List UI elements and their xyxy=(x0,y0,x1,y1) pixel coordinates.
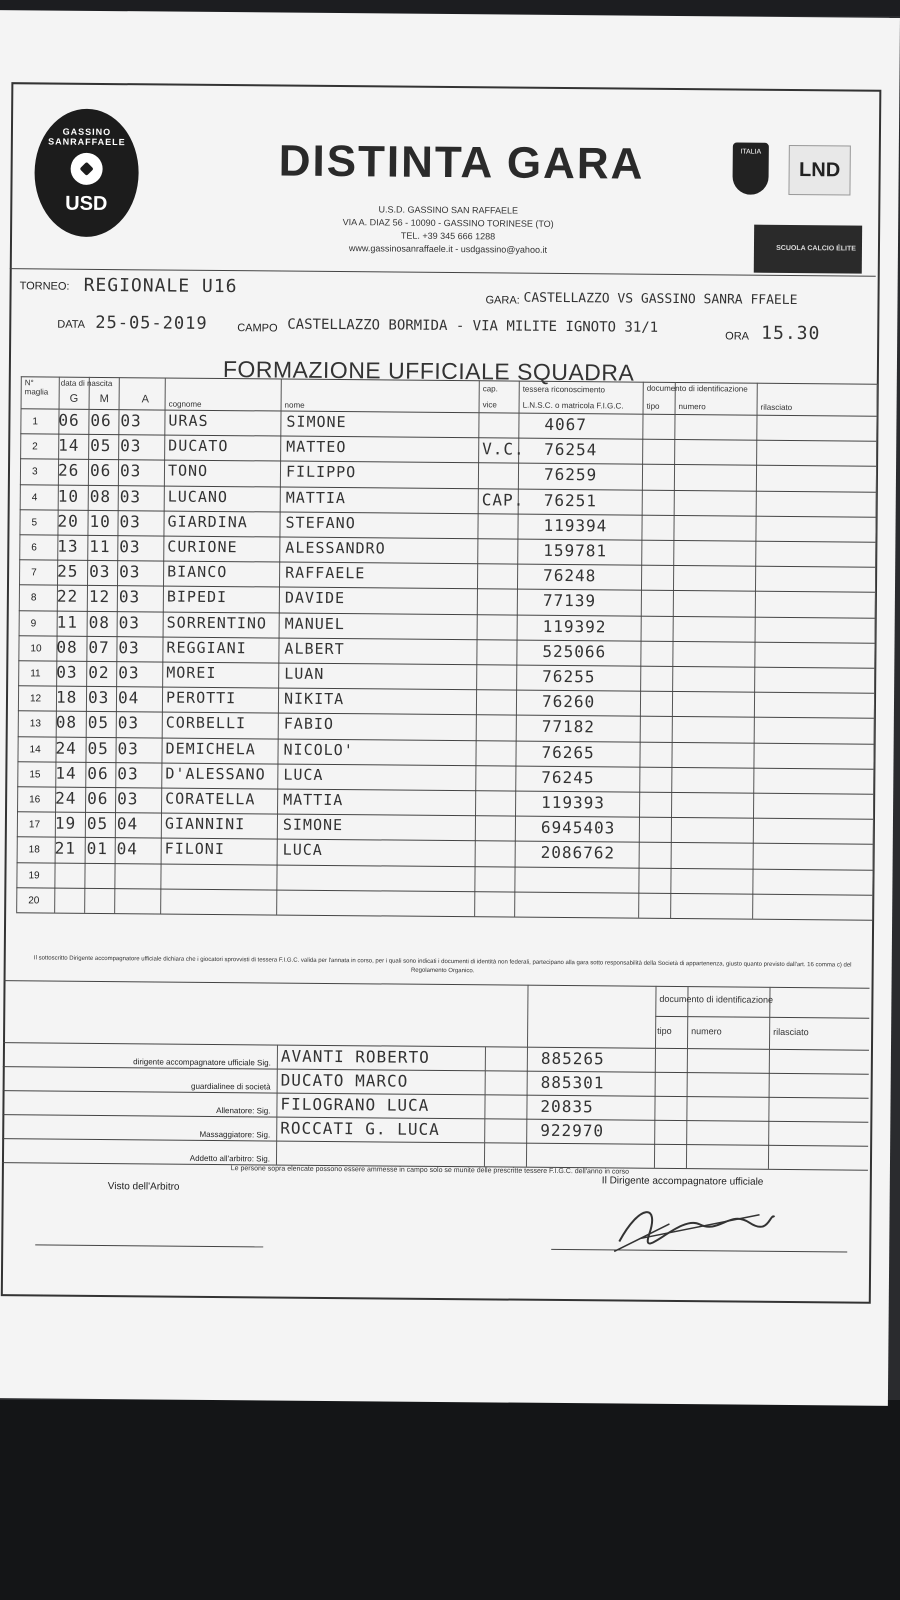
header-g: G xyxy=(69,392,79,405)
staff-role: Allenatore: Sig. xyxy=(216,1106,271,1116)
player-cognome: GIANNINI xyxy=(164,814,246,834)
header-cap: cap. xyxy=(482,384,498,394)
player-cap: V.C. xyxy=(482,439,525,459)
player-a: 03 xyxy=(118,587,141,607)
player-cap: CAP. xyxy=(481,489,525,510)
player-n: 11 xyxy=(30,668,41,680)
staff-name: AVANTI ROBERTO xyxy=(280,1046,430,1067)
player-m: 03 xyxy=(87,688,110,708)
player-nome: SIMONE xyxy=(286,412,347,432)
player-m: 06 xyxy=(87,763,109,783)
player-n: 16 xyxy=(29,794,41,806)
player-g: 21 xyxy=(54,838,77,859)
player-nome: LUCA xyxy=(282,840,323,860)
player-cognome: BIANCO xyxy=(167,562,228,582)
player-m: 11 xyxy=(89,536,111,557)
player-m: 01 xyxy=(86,839,109,859)
declaration-text: Il sottoscritto Dirigente accompagnatore ufficiale dichiara che i giocatori sprovvisti di tessera F.I.G.C. valida per l'annata in corso, per i quali sono indicati i documenti di identità non federali, partecipano alla gara sotto responsabilità della Società di appartenenza, giusto quanto previsto dall'art. 16 comma c) del Regolamento Organico. xyxy=(33,955,852,975)
player-tessera: 76265 xyxy=(541,742,595,762)
player-tessera: 76251 xyxy=(543,490,598,510)
player-n: 3 xyxy=(31,466,38,478)
player-tessera: 119394 xyxy=(543,515,608,536)
player-a: 03 xyxy=(119,511,141,532)
data-label: DATA xyxy=(57,318,86,331)
ora-value: 15.30 xyxy=(761,322,821,345)
player-n: 12 xyxy=(29,693,42,705)
player-a: 03 xyxy=(119,486,142,506)
player-a: 03 xyxy=(118,637,140,658)
player-tessera: 2086762 xyxy=(540,843,616,863)
player-a: 03 xyxy=(119,537,141,557)
staff-name-col xyxy=(276,1141,277,1165)
player-a: 03 xyxy=(117,763,139,784)
staff-tessera: 20835 xyxy=(540,1096,594,1117)
staff-name-col-end xyxy=(484,1118,485,1142)
club-phone: TEL. +39 345 666 1288 xyxy=(400,230,496,242)
document-title: DISTINTA GARA xyxy=(278,136,645,189)
player-a: 03 xyxy=(120,436,142,456)
header-tessera2: L.N.S.C. o matricola F.I.G.C. xyxy=(522,400,624,411)
player-m: 02 xyxy=(88,662,110,683)
staff-name-col xyxy=(276,1093,277,1117)
player-tessera: 76245 xyxy=(541,767,595,788)
gara-value: CASTELLAZZO VS GASSINO SANRA FFAELE xyxy=(523,290,798,309)
player-g: 24 xyxy=(55,788,77,808)
data-value: 25-05-2019 xyxy=(95,312,208,334)
staff-role: Massaggiatore: Sig. xyxy=(199,1129,271,1140)
header-vice: vice xyxy=(482,400,497,410)
player-cognome: BIPEDI xyxy=(166,587,228,607)
staff-tessera: 885265 xyxy=(540,1048,605,1069)
header-tessera1: tessera riconoscimento xyxy=(522,384,606,395)
player-cognome: FILONI xyxy=(164,839,225,859)
player-a: 04 xyxy=(117,688,140,708)
player-nome: FILIPPO xyxy=(285,462,357,482)
staff-role: guardialinee di società xyxy=(190,1081,271,1092)
staff-role: dirigente accompagnatore ufficiale Sig. xyxy=(133,1057,271,1068)
player-g: 25 xyxy=(57,561,79,581)
player-a: 04 xyxy=(116,839,139,859)
player-m: 03 xyxy=(89,562,111,582)
player-nome: LUAN xyxy=(284,664,325,683)
player-tessera: 77182 xyxy=(541,717,596,737)
player-a: 03 xyxy=(118,612,141,632)
gara-label: GARA: xyxy=(485,294,520,307)
visto-arbitro-label: Visto dell'Arbitro xyxy=(107,1181,180,1193)
player-n: 20 xyxy=(28,895,40,907)
player-cognome: CORBELLI xyxy=(165,713,247,733)
player-cognome: GIARDINA xyxy=(167,512,248,532)
player-cognome: URAS xyxy=(168,411,209,430)
player-tessera: 76254 xyxy=(544,440,598,460)
ora-label: ORA xyxy=(725,330,750,343)
player-cognome: DUCATO xyxy=(168,436,229,456)
player-a: 03 xyxy=(120,411,142,431)
player-m: 05 xyxy=(90,436,112,456)
header-nascita: data di nascita xyxy=(60,378,113,389)
staff-doc-tipo: tipo xyxy=(657,1025,672,1036)
player-m: 06 xyxy=(87,788,109,809)
header-a: A xyxy=(141,393,150,406)
player-nome: RAFFAELE xyxy=(285,563,366,583)
player-cognome: PEROTTI xyxy=(165,688,237,708)
player-n: 8 xyxy=(30,592,37,604)
player-g: 08 xyxy=(55,712,78,733)
player-nome: ALESSANDRO xyxy=(285,538,386,558)
player-g: 08 xyxy=(56,637,78,657)
player-g: 26 xyxy=(57,460,80,481)
player-tessera: 119393 xyxy=(541,792,606,813)
player-tessera: 525066 xyxy=(542,641,607,662)
player-m: 08 xyxy=(89,486,112,506)
player-g: 24 xyxy=(55,738,77,758)
player-a: 03 xyxy=(117,713,140,733)
player-g: 13 xyxy=(57,536,79,556)
player-nome: MATTIA xyxy=(285,488,347,507)
player-tessera: 76248 xyxy=(543,566,597,586)
player-nome: MATTIA xyxy=(283,790,344,810)
header-numero: numero xyxy=(678,402,706,412)
staff-name-col-end xyxy=(485,1046,486,1070)
staff-doc-title: documento di identificazione xyxy=(659,993,774,1005)
player-cognome: D'ALESSANO xyxy=(165,764,266,784)
player-n: 13 xyxy=(29,718,41,730)
staff-name-col xyxy=(277,1069,278,1093)
staff-name-col-end xyxy=(484,1094,485,1118)
player-tessera: 119392 xyxy=(542,616,607,636)
player-g: 10 xyxy=(57,486,80,506)
player-g: 20 xyxy=(57,511,79,531)
figc-crest-icon xyxy=(732,142,768,194)
scuola-calcio-elite-badge: SCUOLA CALCIO ÉLITE xyxy=(754,225,862,274)
player-n: 19 xyxy=(28,869,40,882)
player-n: 6 xyxy=(31,542,37,554)
player-nome: NICOLO' xyxy=(283,740,354,759)
player-n: 15 xyxy=(29,769,41,781)
player-tessera: 159781 xyxy=(543,540,608,561)
player-tessera: 6945403 xyxy=(540,818,616,838)
header-tipo: tipo xyxy=(646,401,660,411)
player-tessera: 77139 xyxy=(542,591,597,611)
player-cognome: CURIONE xyxy=(167,537,238,557)
player-a: 03 xyxy=(117,789,139,809)
club-name: U.S.D. GASSINO SAN RAFFAELE xyxy=(378,204,519,216)
player-m: 08 xyxy=(88,612,111,632)
club-info xyxy=(308,203,588,257)
player-cognome: LUCANO xyxy=(167,487,229,506)
player-nome: ALBERT xyxy=(284,639,345,658)
player-m: 06 xyxy=(90,410,112,431)
logo-usd: USD xyxy=(65,192,108,216)
player-g: 22 xyxy=(56,586,79,607)
player-g: 11 xyxy=(56,612,79,632)
player-cognome: DEMICHELA xyxy=(165,739,256,758)
player-m: 05 xyxy=(86,814,109,834)
player-a: 03 xyxy=(117,738,139,758)
torneo-value: REGIONALE U16 xyxy=(83,274,238,298)
player-cognome: SORRENTINO xyxy=(166,613,268,633)
header-m: M xyxy=(99,392,109,406)
player-cognome: REGGIANI xyxy=(166,638,247,658)
staff-name-col-end xyxy=(484,1142,485,1166)
crest-label: ITALIA xyxy=(740,148,762,156)
staff-name: FILOGRANO LUCA xyxy=(280,1094,430,1115)
header-rilasciato: rilasciato xyxy=(760,402,793,413)
footer-note: Le persone sopra elencate possono essere ammesse in campo solo se munite delle prescritte tessere F.I.G.C. dell'anno in corso xyxy=(230,1165,630,1176)
player-nome: FABIO xyxy=(283,714,335,734)
staff-role: Addetto all'arbitro: Sig. xyxy=(189,1153,271,1164)
campo-value: CASTELLAZZO BORMIDA - VIA MILITE IGNOTO 31/1 xyxy=(287,316,659,336)
logo-name: GASSINO SANRAFFAELE xyxy=(48,126,126,148)
lnd-logo: LND xyxy=(788,145,850,196)
player-nome: MATTEO xyxy=(286,437,347,457)
player-cognome: TONO xyxy=(167,461,209,481)
staff-name-col xyxy=(277,1045,278,1069)
player-n: 18 xyxy=(28,844,40,856)
player-a: 04 xyxy=(116,814,139,834)
player-m: 06 xyxy=(89,461,112,481)
player-tessera: 4067 xyxy=(544,414,588,435)
dirigente-signature-label: Il Dirigente accompagnatore ufficiale xyxy=(601,1175,764,1188)
player-m: 10 xyxy=(89,511,111,531)
player-g: 06 xyxy=(58,410,80,430)
player-n: 5 xyxy=(31,517,38,529)
campo-label: CAMPO xyxy=(237,322,278,335)
player-tessera: 76260 xyxy=(541,692,596,712)
section-title: FORMAZIONE UFFICIALE SQUADRA xyxy=(222,356,635,386)
document-sheet xyxy=(0,10,900,1406)
player-tessera: 76255 xyxy=(542,666,596,687)
header-cognome: cognome xyxy=(168,399,202,409)
player-n: 2 xyxy=(32,441,38,453)
player-g: 03 xyxy=(56,662,78,682)
player-a: 03 xyxy=(119,461,142,481)
staff-name-col-end xyxy=(485,1070,486,1094)
player-cognome: CORATELLA xyxy=(165,789,256,809)
player-n: 7 xyxy=(31,567,37,579)
handwritten-signature xyxy=(609,1193,780,1256)
player-nome: NIKITA xyxy=(283,689,345,709)
player-g: 18 xyxy=(55,687,78,707)
football-icon xyxy=(70,153,102,185)
header-nome: nome xyxy=(284,400,305,410)
header-documento: documento di identificazione xyxy=(646,383,748,394)
header-maglia: N° maglia xyxy=(24,378,49,397)
player-g: 14 xyxy=(58,435,80,455)
staff-doc-numero: numero xyxy=(691,1026,722,1037)
player-tessera: 76259 xyxy=(543,465,598,485)
staff-doc-rilasciato: rilasciato xyxy=(773,1026,809,1038)
player-g: 19 xyxy=(54,813,77,833)
player-nome: DAVIDE xyxy=(284,588,346,608)
player-n: 9 xyxy=(30,617,37,630)
player-g: 14 xyxy=(55,763,77,783)
player-cognome: MOREI xyxy=(166,663,217,682)
staff-name-col xyxy=(276,1117,277,1141)
staff-name: DUCATO MARCO xyxy=(280,1070,409,1091)
torneo-label: TORNEO: xyxy=(19,280,70,293)
player-n: 14 xyxy=(29,743,41,756)
player-n: 1 xyxy=(32,416,39,428)
player-nome: SIMONE xyxy=(282,815,344,835)
player-m: 12 xyxy=(88,587,111,607)
player-nome: STEFANO xyxy=(285,513,356,532)
staff-tessera: 922970 xyxy=(540,1120,605,1141)
player-a: 03 xyxy=(118,663,140,683)
photo-background-bottom xyxy=(0,1400,900,1600)
player-a: 03 xyxy=(119,562,141,582)
player-m: 07 xyxy=(88,637,110,657)
staff-tessera: 885301 xyxy=(540,1072,605,1093)
player-nome: MANUEL xyxy=(284,614,345,633)
player-m: 05 xyxy=(87,713,110,733)
club-web: www.gassinosanraffaele.it - usdgassino@yahoo.it xyxy=(348,243,548,255)
player-nome: LUCA xyxy=(283,765,324,784)
staff-name: ROCCATI G. LUCA xyxy=(280,1118,440,1139)
player-n: 10 xyxy=(30,643,42,655)
player-m: 05 xyxy=(87,738,109,758)
player-n: 4 xyxy=(31,491,38,504)
club-address: VIA A. DIAZ 56 - 10090 - GASSINO TORINESE (TO) xyxy=(342,217,554,229)
club-logo xyxy=(34,108,139,237)
player-n: 17 xyxy=(28,819,41,831)
